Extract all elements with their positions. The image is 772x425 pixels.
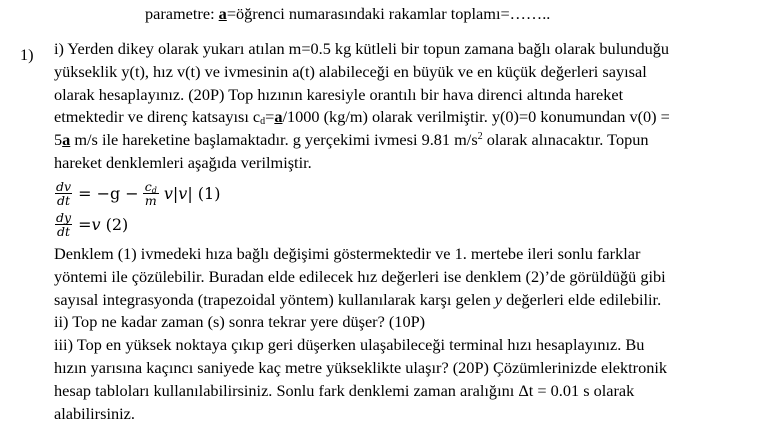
text-line: yöntemi ile çözülebilir. Buradan elde edilecek hız değerleri ise denklem (2)’de görüldüğü gibi — [54, 266, 666, 286]
text-line: hesap tabloları kullanılabilirsiniz. Sonlu fark denklemi zaman aralığını Δt = 0.01 s olarak — [54, 380, 635, 400]
text-line: i) Yerden dikey olarak yukarı atılan m=0.5 kg kütleli bir topun zamana bağlı olarak bulunduğu — [54, 39, 670, 58]
text-line: sayısal integrasyonda (trapezoidal yöntem) kullanılarak karşı gelen y değerleri elde edilebilir. — [54, 289, 662, 309]
parameter-variable: a — [218, 4, 227, 23]
parameter-label: parametre: — [145, 4, 219, 23]
sub-question-iii: iii) Top en yüksek noktaya çıkıp geri düşerken ulaşabileceği terminal hızı hesaplayınız. Bu — [54, 335, 645, 355]
question-method-paragraph — [54, 243, 766, 425]
text-line: Denklem (1) ivmedeki hıza bağlı değişimi göstermektedir ve 1. mertebe ileri sonlu farklar — [54, 244, 641, 263]
question-intro-paragraph — [54, 38, 766, 175]
text-line: yükseklik y(t), hız v(t) ve ivmesinin a(t) alabileceği en büyük ve en küçük değerleri sayısal — [54, 61, 647, 81]
cd-over-m-fraction: $\frac{c_d}{m}$ — [144, 178, 157, 208]
equation-1: $\frac{dv}{dt}$ = −g − $\frac{c_d}{m}$ v|v| (1) — [56, 178, 221, 208]
text-line: hareket denklemleri aşağıda verilmiştir. — [54, 152, 312, 172]
dv-dt-fraction: $\frac{dv}{dt}$ — [56, 178, 72, 208]
text-line: etmektedir ve direnç katsayısı $c_d=a/1000$ (kg/m) olarak verilmiştir. y(0)=0 konumundan v(0) = — [54, 107, 670, 128]
text-line: 5a m/s ile hareketine başlamaktadır. g yerçekimi ivmesi 9.81 $m/s^2$ olarak alınacaktır. Topun — [54, 130, 649, 150]
text-line: hızın yarısına kaçıncı saniyede kaç metre yükseklikte ulaşır? (20P) Çözümlerinizde elektronik — [54, 357, 668, 377]
parameter-definition: =öğrenci numarasındaki rakamlar toplamı=…….. — [226, 4, 551, 23]
parameter-line — [145, 4, 550, 24]
text-line: alabilirsiniz. — [54, 403, 135, 423]
sub-question-ii: ii) Top ne kadar zaman (s) sonra tekrar yere düşer? (10P) — [54, 312, 426, 332]
dy-dt-fraction: $\frac{dy}{dt}$ — [56, 209, 72, 239]
question-number: 1) — [20, 45, 34, 64]
text-line: olarak hesaplayınız. (20P) Top hızının karesiyle orantılı bir hava direnci altında hareket — [54, 84, 624, 104]
equation-2: $\frac{dy}{dt}$ = v (2) — [56, 209, 129, 239]
